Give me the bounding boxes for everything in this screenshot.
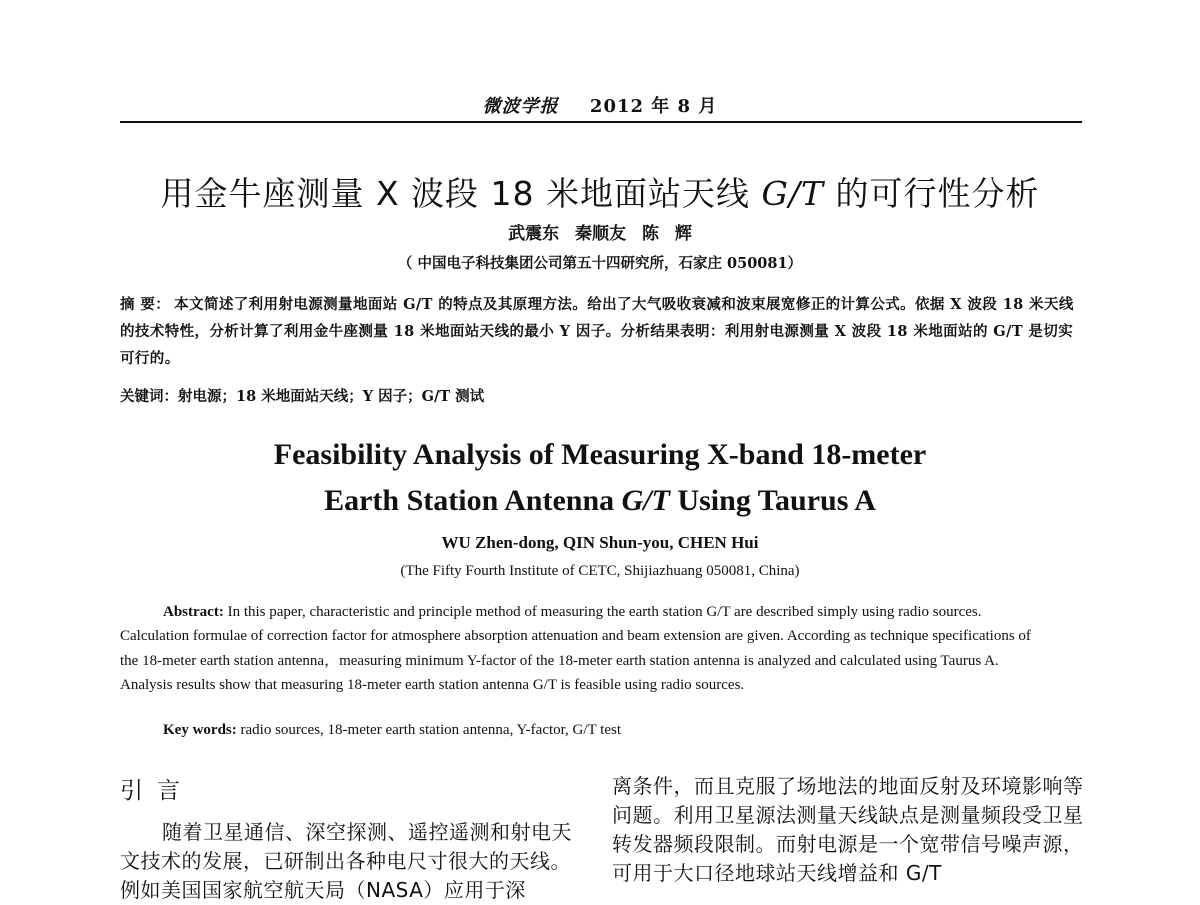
abstract-cn-text: 本文简述了利用射电源测量地面站 G/T 的特点及其原理方法。给出了大气吸收衰减和波束展宽修正的计算公式。依据 X 波段 18 米天线的技术特性，分析计算了利用金牛座测量 18 米地面站天线的最小 Y 因子。分析结果表明：利用射电源测量 X 波段 18 米地面站的 G/T 是切实可行的。 [120,296,1074,367]
right-paragraph: 离条件，而且克服了场地法的地面反射及环境影响等问题。利用卫星源法测量天线缺点是测量频段受卫星转发器频段限制。而射电源是一个宽带信号噪声源，可用于大口径地球站天线增益和 G/T [612,774,1084,885]
abstract-chinese [120,291,1082,372]
keywords-en-label: Key words: [163,722,237,738]
keywords-cn-label: 关键词： [120,388,178,405]
keywords-cn-text: 射电源；18 米地面站天线；Y 因子；G/T 测试 [178,388,485,405]
abstract-en-text: In this paper, characteristic and principle method of measuring the earth station G/T are described simply using radio sources. Calculation formulae of correction factor for atmosphere absorption attenuation and beam extension are given. According as technique specifications of the 18-meter earth station antenna，measuring minimum Y-factor of the 18-meter earth station antenna is analyzed and calculated using Taurus A. Analysis results show that measuring 18-meter earth station antenna G/T is feasible using radio sources. [120,604,1031,693]
body-right-column [612,772,1084,888]
abstract-english [120,600,1042,697]
title-chinese [0,168,1200,215]
abstract-en-label: Abstract: [163,604,224,620]
title-cn-gt: G/T [761,174,825,213]
keywords-chinese [120,385,1082,406]
title-en-line1: Feasibility Analysis of Measuring X-band 18-meter [273,438,927,471]
running-header [0,92,1200,118]
left-paragraph: 随着卫星通信、深空探测、遥控遥测和射电天文技术的发展，已研制出各种电尺寸很大的天线。例如美国国家航空航天局（NASA）应用于深 [120,820,572,902]
authors-chinese: 武震东 秦顺友 陈 辉 [508,224,692,244]
title-en-line2-post: Using Taurus A [669,484,876,517]
affiliation-english: (The Fifty Fourth Institute of CETC, Shijiazhuang 050081, China) [400,563,800,579]
affiliation-chinese: （ 中国电子科技集团公司第五十四研究所，石家庄 050081） [397,255,803,272]
title-english [0,432,1200,524]
title-en-line2 [0,478,1200,524]
section-heading-introduction: 引言 [120,778,194,804]
body-left-column [120,818,580,905]
issue-date: 2012 年 8 月 [589,96,718,117]
title-cn-part2: 的可行性分析 [824,174,1040,213]
keywords-en-text: radio sources, 18-meter earth station antenna, Y-factor, G/T test [236,722,622,738]
title-en-gt: G/T [621,484,670,517]
journal-name: 微波学报 [482,96,559,117]
title-en-line2-pre: Earth Station Antenna [324,484,622,517]
keywords-english [163,722,1043,739]
authors-english: WU Zhen-dong, QIN Shun-you, CHEN Hui [441,533,759,552]
abstract-cn-label: 摘 要： [120,296,171,313]
header-rule [120,121,1082,123]
title-cn-part1: 用金牛座测量 X 波段 18 米地面站天线 [160,174,762,213]
